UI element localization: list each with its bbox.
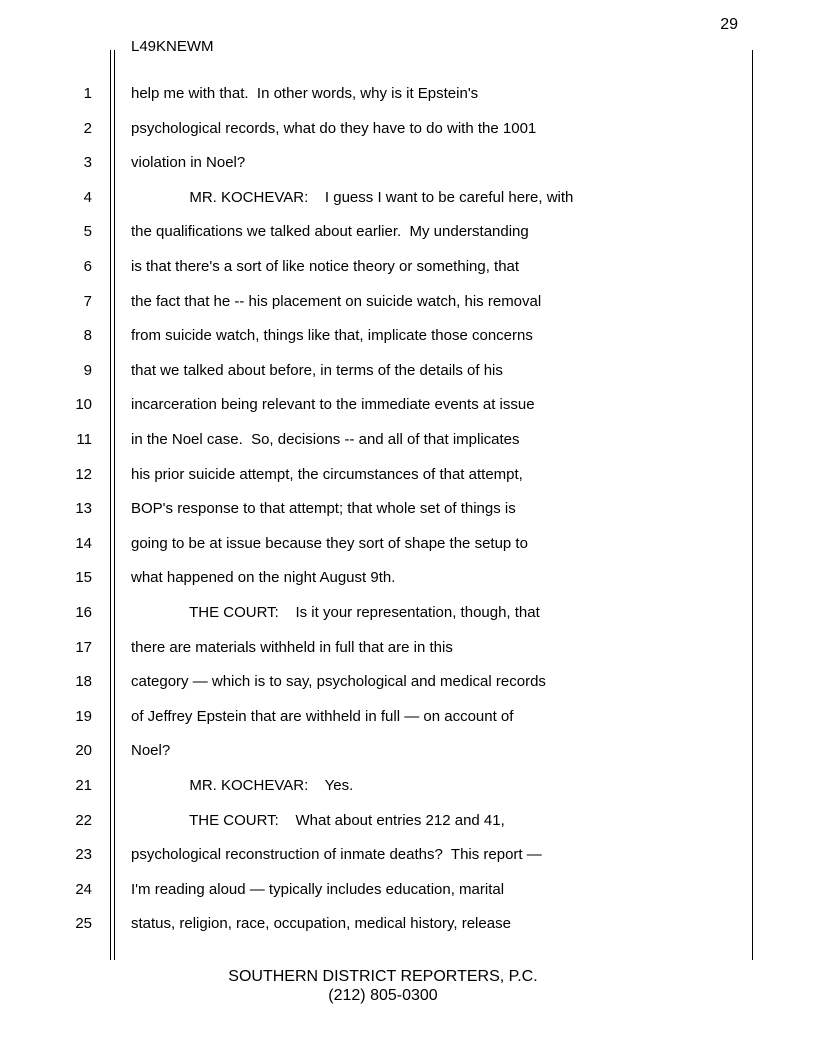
transcript-line: his prior suicide attempt, the circumstances of that attempt, xyxy=(131,466,523,483)
transcript-line: MR. KOCHEVAR: I guess I want to be careful here, with xyxy=(131,189,574,206)
right-margin-rule xyxy=(752,50,753,960)
transcript-line: of Jeffrey Epstein that are withheld in full — on account of xyxy=(131,708,514,725)
line-number: 13 xyxy=(75,500,92,517)
transcript-line: the qualifications we talked about earlier. My understanding xyxy=(131,223,529,240)
footer-company: SOUTHERN DISTRICT REPORTERS, P.C. xyxy=(228,968,538,985)
transcript-line: going to be at issue because they sort of shape the setup to xyxy=(131,535,528,552)
transcript-line: status, religion, race, occupation, medical history, release xyxy=(131,915,511,932)
line-number: 16 xyxy=(75,604,92,621)
transcript-line: MR. KOCHEVAR: Yes. xyxy=(131,777,354,794)
footer-phone: (212) 805-0300 xyxy=(328,987,438,1004)
transcript-line: Noel? xyxy=(131,742,171,759)
left-margin-rule-inner xyxy=(114,50,115,960)
line-number: 3 xyxy=(83,154,92,171)
line-number: 8 xyxy=(83,327,92,344)
left-margin-rule-outer xyxy=(110,50,111,960)
line-number: 23 xyxy=(75,846,92,863)
line-number: 25 xyxy=(75,915,92,932)
transcript-line: that we talked about before, in terms of the details of his xyxy=(131,362,503,379)
transcript-line: from suicide watch, things like that, implicate those concerns xyxy=(131,327,533,344)
transcript-line: THE COURT: What about entries 212 and 41, xyxy=(131,812,505,829)
line-number: 1 xyxy=(83,85,92,102)
transcript-line: there are materials withheld in full that are in this xyxy=(131,639,453,656)
line-number: 2 xyxy=(83,120,92,137)
line-number: 5 xyxy=(83,223,92,240)
transcript-line: in the Noel case. So, decisions -- and all of that implicates xyxy=(131,431,520,448)
transcript-line: category — which is to say, psychological and medical records xyxy=(131,673,546,690)
line-number: 20 xyxy=(75,742,92,759)
transcript-line: incarceration being relevant to the immediate events at issue xyxy=(131,396,535,413)
line-number: 17 xyxy=(75,639,92,656)
line-number: 21 xyxy=(75,777,92,794)
line-number: 6 xyxy=(83,258,92,275)
transcript-line: BOP's response to that attempt; that whole set of things is xyxy=(131,500,516,517)
transcript-line: psychological reconstruction of inmate deaths? This report — xyxy=(131,846,542,863)
line-number: 14 xyxy=(75,535,92,552)
line-number: 10 xyxy=(75,396,92,413)
page-number: 29 xyxy=(720,16,738,33)
transcript-line: what happened on the night August 9th. xyxy=(131,569,396,586)
line-number: 15 xyxy=(75,569,92,586)
transcript-line: is that there's a sort of like notice theory or something, that xyxy=(131,258,520,275)
line-number: 12 xyxy=(75,466,92,483)
transcript-line: I'm reading aloud — typically includes education, marital xyxy=(131,881,505,898)
line-number: 19 xyxy=(75,708,92,725)
transcript-line: violation in Noel? xyxy=(131,154,246,171)
line-number: 22 xyxy=(75,812,92,829)
transcript-line: the fact that he -- his placement on suicide watch, his removal xyxy=(131,293,542,310)
line-number: 18 xyxy=(75,673,92,690)
line-number: 11 xyxy=(76,431,92,448)
line-number: 4 xyxy=(83,189,92,206)
transcript-line: psychological records, what do they have to do with the 1001 xyxy=(131,120,537,137)
line-number: 24 xyxy=(75,881,92,898)
header-code: L49KNEWM xyxy=(131,38,214,55)
line-number: 9 xyxy=(83,362,92,379)
line-number: 7 xyxy=(83,293,92,310)
transcript-line: help me with that. In other words, why is it Epstein's xyxy=(131,85,479,102)
transcript-line: THE COURT: Is it your representation, though, that xyxy=(131,604,540,621)
